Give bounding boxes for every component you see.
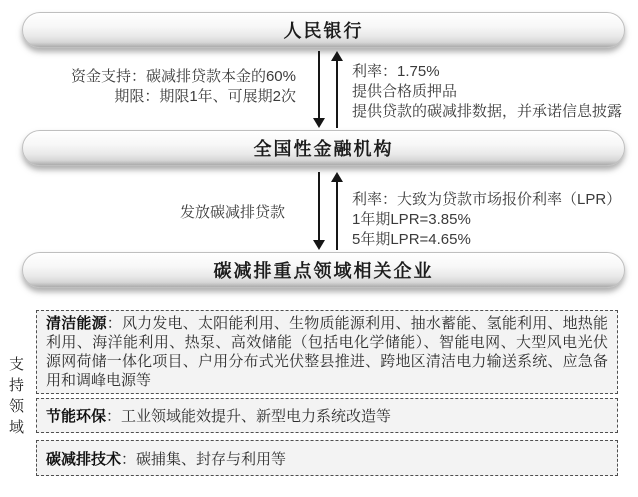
link2-up-label-line1: 利率：大致为贷款市场报价利率（LPR） <box>352 191 622 208</box>
support-area-energy-saving-desc: ：工业领域能效提升、新型电力系统改造等 <box>106 408 392 425</box>
node-national-financial-institutions <box>22 130 625 166</box>
link1-up-label-line3: 提供贷款的碳减排数据，并承诺信息披露 <box>352 103 623 120</box>
node-national-financial-institutions-title: 全国性金融机构 <box>253 139 394 159</box>
link1-down-label-line2: 期限：期限1年、可展期2次 <box>114 88 296 105</box>
link2-down-label-line1: 发放碳减排贷款 <box>179 204 285 221</box>
support-area-carbon-tech <box>36 440 618 476</box>
support-area-clean-energy <box>36 310 618 394</box>
node-carbon-reduction-enterprises <box>22 252 625 288</box>
node-peoples-bank-title: 人民银行 <box>283 21 364 41</box>
support-area-energy-saving-name: 节能环保 <box>46 408 107 425</box>
support-areas-side-label: 支持领域 <box>7 356 24 440</box>
node-peoples-bank <box>22 12 625 48</box>
arrow-up-firms-to-banks <box>336 181 338 250</box>
support-area-carbon-tech-desc: ：碳捕集、封存与利用等 <box>121 451 287 468</box>
support-area-clean-energy-desc: ：风力发电、太阳能利用、生物质能源利用、抽水蓄能、氢能利用、地热能利用、海洋能利用、热泵、高效储能（包括电化学储能）、智能电网、大型风电光伏源网荷储一体化项目、户用分布式光伏整县推进、跨地区清洁电力输送系统、应急备用和调峰电源等 <box>46 315 608 389</box>
support-area-carbon-tech-name: 碳减排技术 <box>46 451 122 468</box>
node-carbon-reduction-enterprises-title: 碳减排重点领域相关企业 <box>213 261 434 281</box>
support-area-energy-saving <box>36 398 618 433</box>
link2-down-label <box>40 203 285 223</box>
link2-up-label <box>352 190 621 250</box>
arrow-down-pboc-to-banks <box>318 51 320 119</box>
link2-up-label-line3: 5年期LPR=4.65% <box>352 231 471 248</box>
link1-up-label-line1: 利率：1.75% <box>352 63 440 80</box>
link1-down-label-line1: 资金支持：碳减排贷款本金的60% <box>70 68 296 85</box>
arrow-down-banks-to-firms <box>318 172 320 241</box>
link1-up-label <box>352 62 622 122</box>
link1-down-label <box>40 67 296 107</box>
link2-up-label-line2: 1年期LPR=3.85% <box>352 211 471 228</box>
arrow-up-banks-to-pboc <box>336 60 338 128</box>
support-area-clean-energy-name: 清洁能源 <box>46 315 107 332</box>
link1-up-label-line2: 提供合格质押品 <box>352 83 458 100</box>
